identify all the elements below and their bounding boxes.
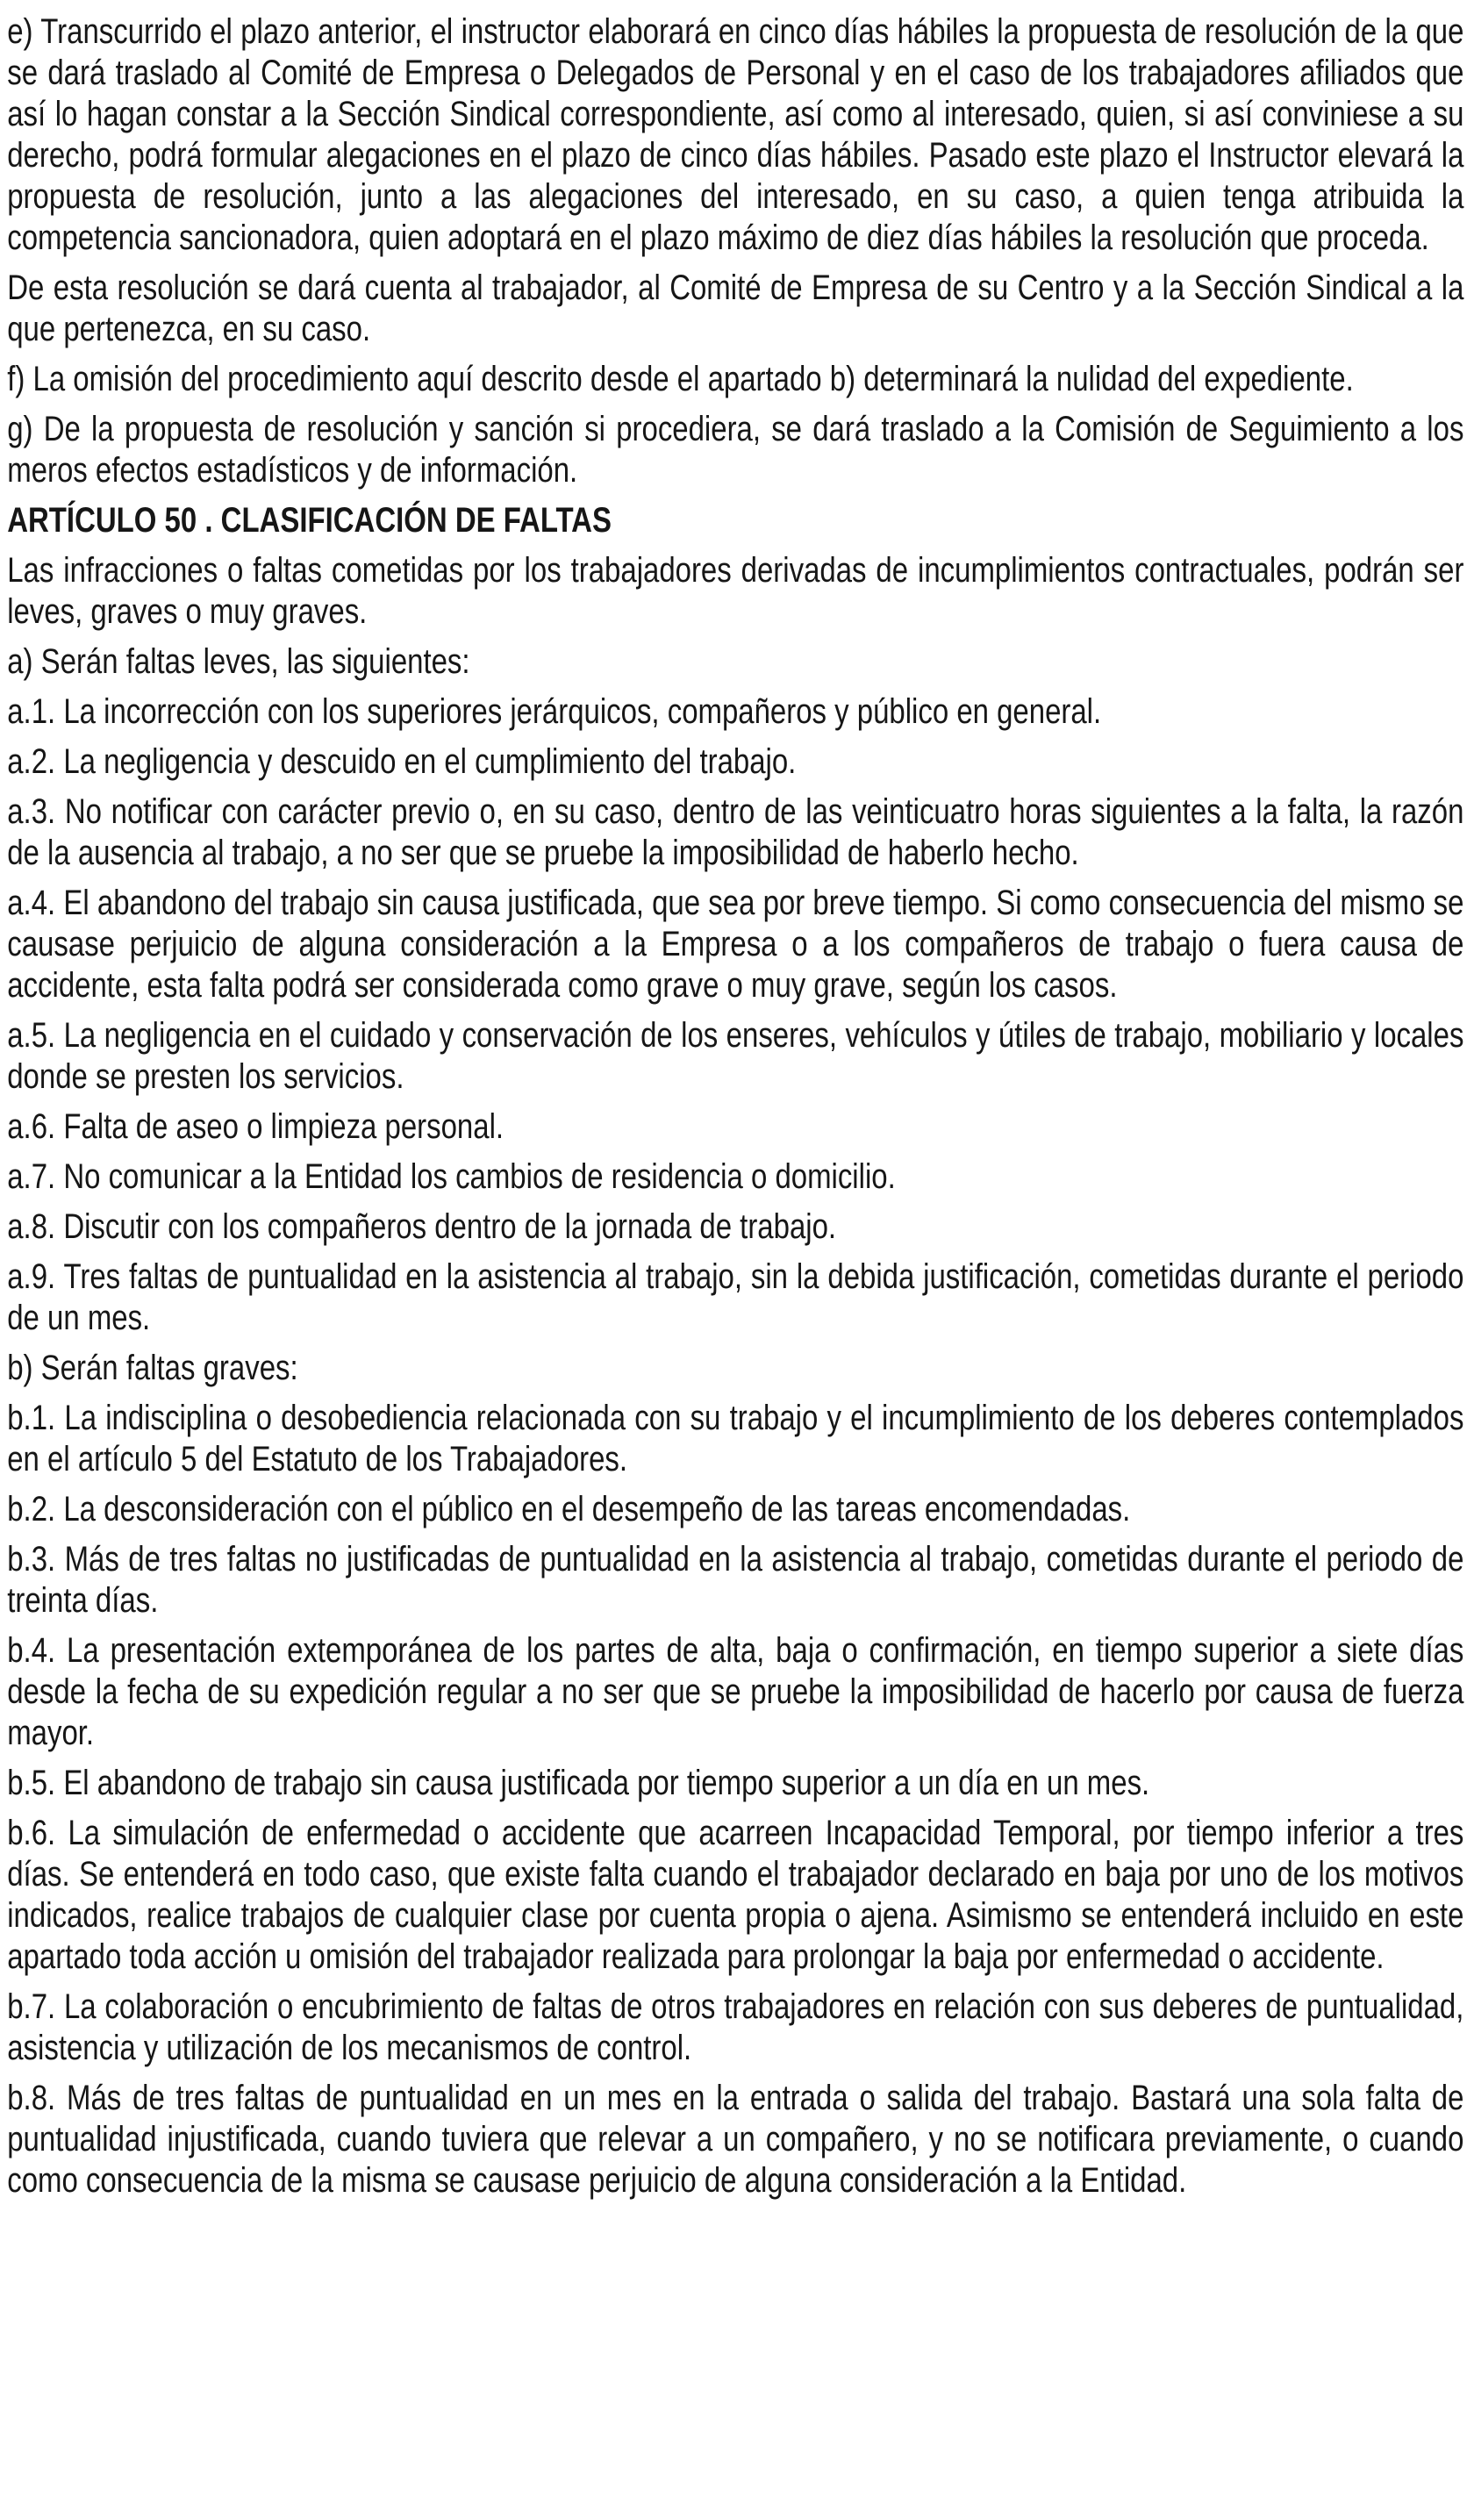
fault-item-b1: b.1. La indisciplina o desobediencia relacionada con su trabajo y el incumplimiento de los deberes contemplados en el artículo 5 del Estatuto de los Trabajadores. <box>7 1399 1464 1478</box>
fault-item-a9: a.9. Tres faltas de puntualidad en la asistencia al trabajo, sin la debida justificación, cometidas durante el periodo de un mes. <box>7 1257 1464 1337</box>
fault-item-a8: a.8. Discutir con los compañeros dentro de la jornada de trabajo. <box>7 1207 837 1246</box>
paragraph-infracciones-intro: Las infracciones o faltas cometidas por los trabajadores derivadas de incumplimientos contractuales, podrán ser leves, graves o muy graves. <box>7 551 1464 631</box>
fault-item-b4: b.4. La presentación extemporánea de los partes de alta, baja o confirmación, en tiempo superior a siete días desde la fecha de su expedición regular a no ser que se pruebe la imposibilidad de hacerlo por causa de fuerza mayor. <box>7 1631 1464 1752</box>
fault-item-a5: a.5. La negligencia en el cuidado y conservación de los enseres, vehículos y útiles de trabajo, mobiliario y locales donde se presten los servicios. <box>7 1016 1464 1096</box>
section-faltas-graves <box>7 1348 1463 2201</box>
fault-item-a6: a.6. Falta de aseo o limpieza personal. <box>7 1107 504 1146</box>
paragraph-apartado-f: f) La omisión del procedimiento aquí descrito desde el apartado b) determinará la nulidad del expediente. <box>7 360 1354 398</box>
fault-item-a7: a.7. No comunicar a la Entidad los cambios de residencia o domicilio. <box>7 1157 896 1196</box>
faltas-leves-intro: a) Serán faltas leves, las siguientes: <box>7 642 470 681</box>
section-faltas-leves <box>7 641 1463 1339</box>
paragraph-apartado-e: e) Transcurrido el plazo anterior, el instructor elaborará en cinco días hábiles la propuesta de resolución de la que se dará traslado al Comité de Empresa o Delegados de Personal y en el caso de los trabajadores afiliados que así lo hagan constar a la Sección Sindical correspondiente, así como al interesado, quien, si así conviniese a su derecho, podrá formular alegaciones en el plazo de cinco días hábiles. Pasado este plazo el Instructor elevará la propuesta de resolución, junto a las alegaciones del interesado, en su caso, a quien tenga atribuida la competencia sancionadora, quien adoptará en el plazo máximo de diez días hábiles la resolución que proceda. <box>7 12 1464 257</box>
fault-item-a2: a.2. La negligencia y descuido en el cumplimiento del trabajo. <box>7 742 797 781</box>
section-procedimiento <box>7 11 1463 491</box>
paragraph-apartado-g: g) De la propuesta de resolución y sanción si procediera, se dará traslado a la Comisión de Seguimiento a los meros efectos estadísticos y de información. <box>7 410 1464 490</box>
fault-item-b7: b.7. La colaboración o encubrimiento de faltas de otros trabajadores en relación con sus deberes de puntualidad, asistencia y utilización de los mecanismos de control. <box>7 1987 1464 2067</box>
fault-item-b3: b.3. Más de tres faltas no justificadas de puntualidad en la asistencia al trabajo, cometidas durante el periodo de treinta días. <box>7 1540 1464 1620</box>
fault-item-a1: a.1. La incorrección con los superiores jerárquicos, compañeros y público en general. <box>7 692 1102 731</box>
fault-item-b2: b.2. La desconsideración con el público en el desempeño de las tareas encomendadas. <box>7 1490 1131 1528</box>
fault-item-b5: b.5. El abandono de trabajo sin causa justificada por tiempo superior a un día en un mes. <box>7 1764 1150 1802</box>
fault-item-b6: b.6. La simulación de enfermedad o accidente que acarreen Incapacidad Temporal, por tiempo inferior a tres días. Se entenderá en todo caso, que existe falta cuando el trabajador declarado en baja por uno de los motivos indicados, realice trabajos de cualquier clase por cuenta propia o ajena. Asimismo se entenderá incluido en este apartado toda acción u omisión del trabajador realizada para prolongar la baja por enfermedad o accidente. <box>7 1814 1464 1976</box>
fault-item-a3: a.3. No notificar con carácter previo o, en su caso, dentro de las veinticuatro horas siguientes a la falta, la razón de la ausencia al trabajo, a no ser que se pruebe la imposibilidad de haberlo hecho. <box>7 792 1464 872</box>
faltas-graves-intro: b) Serán faltas graves: <box>7 1349 298 1387</box>
fault-item-b8: b.8. Más de tres faltas de puntualidad en un mes en la entrada o salida del trabajo. Bastará una sola falta de puntualidad injustificada, cuando tuviera que relevar a un compañero, y no se notificara previamente, o cuando como consecuencia de la misma se causase perjuicio de alguna consideración a la Entidad. <box>7 2079 1464 2200</box>
articulo-50-heading: ARTÍCULO 50 . CLASIFICACIÓN DE FALTAS <box>7 501 612 540</box>
paragraph-traslado-resolucion: De esta resolución se dará cuenta al trabajador, al Comité de Empresa de su Centro y a la Sección Sindical a la que pertenezca, en su caso. <box>7 268 1464 348</box>
fault-item-a4: a.4. El abandono del trabajo sin causa justificada, que sea por breve tiempo. Si como consecuencia del mismo se causase perjuicio de alguna consideración a la Empresa o a los compañeros de trabajo o fuera causa de accidente, esta falta podrá ser considerada como grave o muy grave, según los casos. <box>7 884 1464 1005</box>
